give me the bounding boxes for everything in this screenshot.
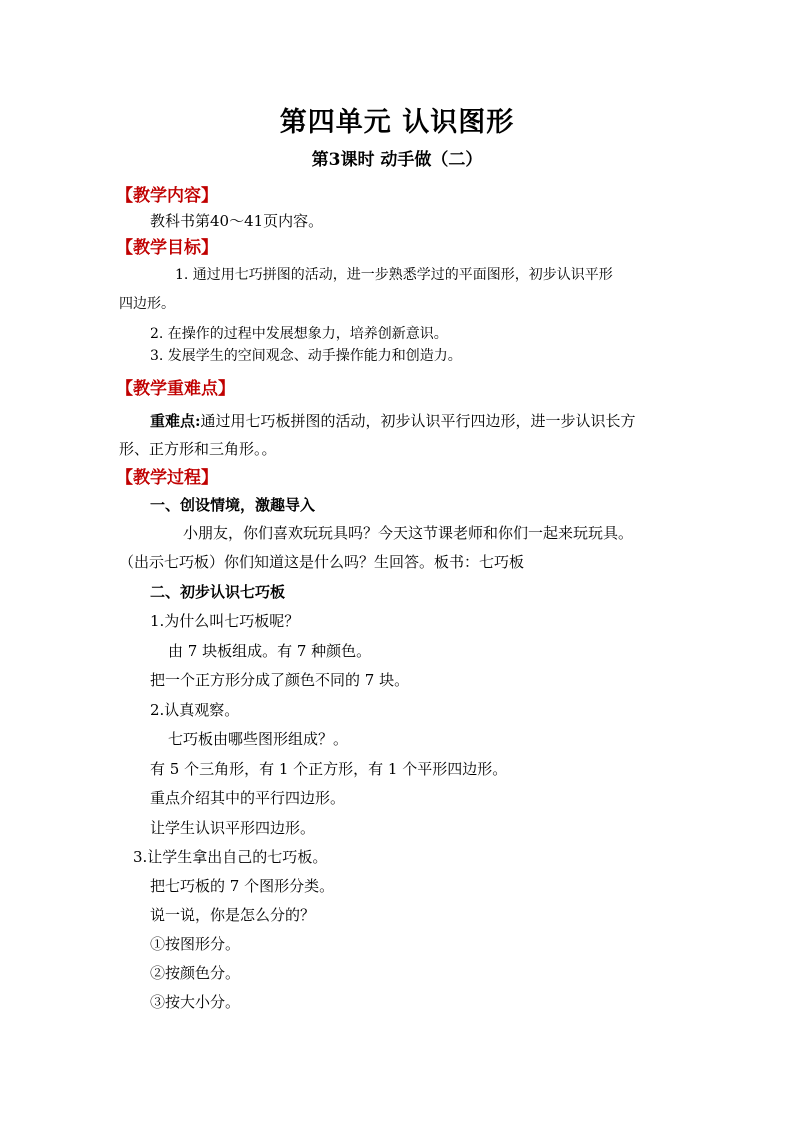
goal-item-2: 2. 在操作的过程中发展想象力，培养创新意识。 (150, 326, 448, 342)
key-points-line-2: 形、正方形和三角形。。 (119, 440, 277, 458)
question-3-option-1: ①按图形分。 (150, 935, 241, 953)
process-part-1-line-1: 小朋友，你们喜欢玩玩具吗？今天这节课老师和你们一起来玩玩具。 (183, 524, 634, 542)
goal-item-1-line-1: 1. 通过用七巧拼图的活动，进一步熟悉学过的平面图形，初步认识平形 (175, 267, 613, 283)
question-3: 3.让学生拿出自己的七巧板。 (133, 848, 328, 866)
process-part-1-line-2: （出示七巧板）你们知道这是什么吗？生回答。板书：七巧板 (119, 553, 525, 571)
key-points-text: 通过用七巧板拼图的活动，初步认识平行四边形，进一步认识长方 (200, 412, 636, 430)
teaching-content-text: 教科书第40～41页内容。 (150, 212, 324, 230)
key-points-label: 重难点: (150, 412, 201, 430)
lesson-subtitle: 第3课时 动手做（二） (311, 150, 483, 170)
question-3-option-2: ②按颜色分。 (150, 964, 241, 982)
heading-teaching-content: 【教学内容】 (116, 186, 218, 206)
key-points-line-1 (150, 410, 636, 431)
question-2-answer-4: 让学生认识平形四边形。 (150, 819, 316, 837)
question-2-answer-3: 重点介绍其中的平行四边形。 (150, 789, 346, 807)
question-1-answer-1: 由 7 块板组成。有 7 种颜色。 (168, 642, 372, 660)
page-title: 第四单元 认识图形 (279, 107, 515, 138)
goal-item-1-line-2: 四边形。 (119, 296, 175, 312)
process-part-1-title: 一、创设情境，激趣导入 (150, 496, 316, 514)
heading-teaching-process: 【教学过程】 (116, 468, 218, 488)
question-2: 2.认真观察。 (150, 701, 240, 719)
process-part-2-title: 二、初步认识七巧板 (150, 583, 286, 601)
question-1: 1.为什么叫七巧板呢？ (150, 612, 300, 630)
question-2-answer-1: 七巧板由哪些图形组成？。 (168, 730, 349, 748)
question-2-answer-2: 有 5 个三角形，有 1 个正方形，有 1 个平形四边形。 (150, 760, 508, 778)
goal-item-3: 3. 发展学生的空间观念、动手操作能力和创造力。 (150, 348, 462, 364)
heading-key-points: 【教学重难点】 (116, 379, 235, 399)
question-1-answer-2: 把一个正方形分成了颜色不同的 7 块。 (150, 671, 410, 689)
question-3-answer-2: 说一说，你是怎么分的？ (150, 906, 316, 924)
question-3-answer-1: 把七巧板的 7 个图形分类。 (150, 877, 335, 895)
question-3-option-3: ③按大小分。 (150, 993, 241, 1011)
heading-teaching-goals: 【教学目标】 (116, 238, 218, 258)
